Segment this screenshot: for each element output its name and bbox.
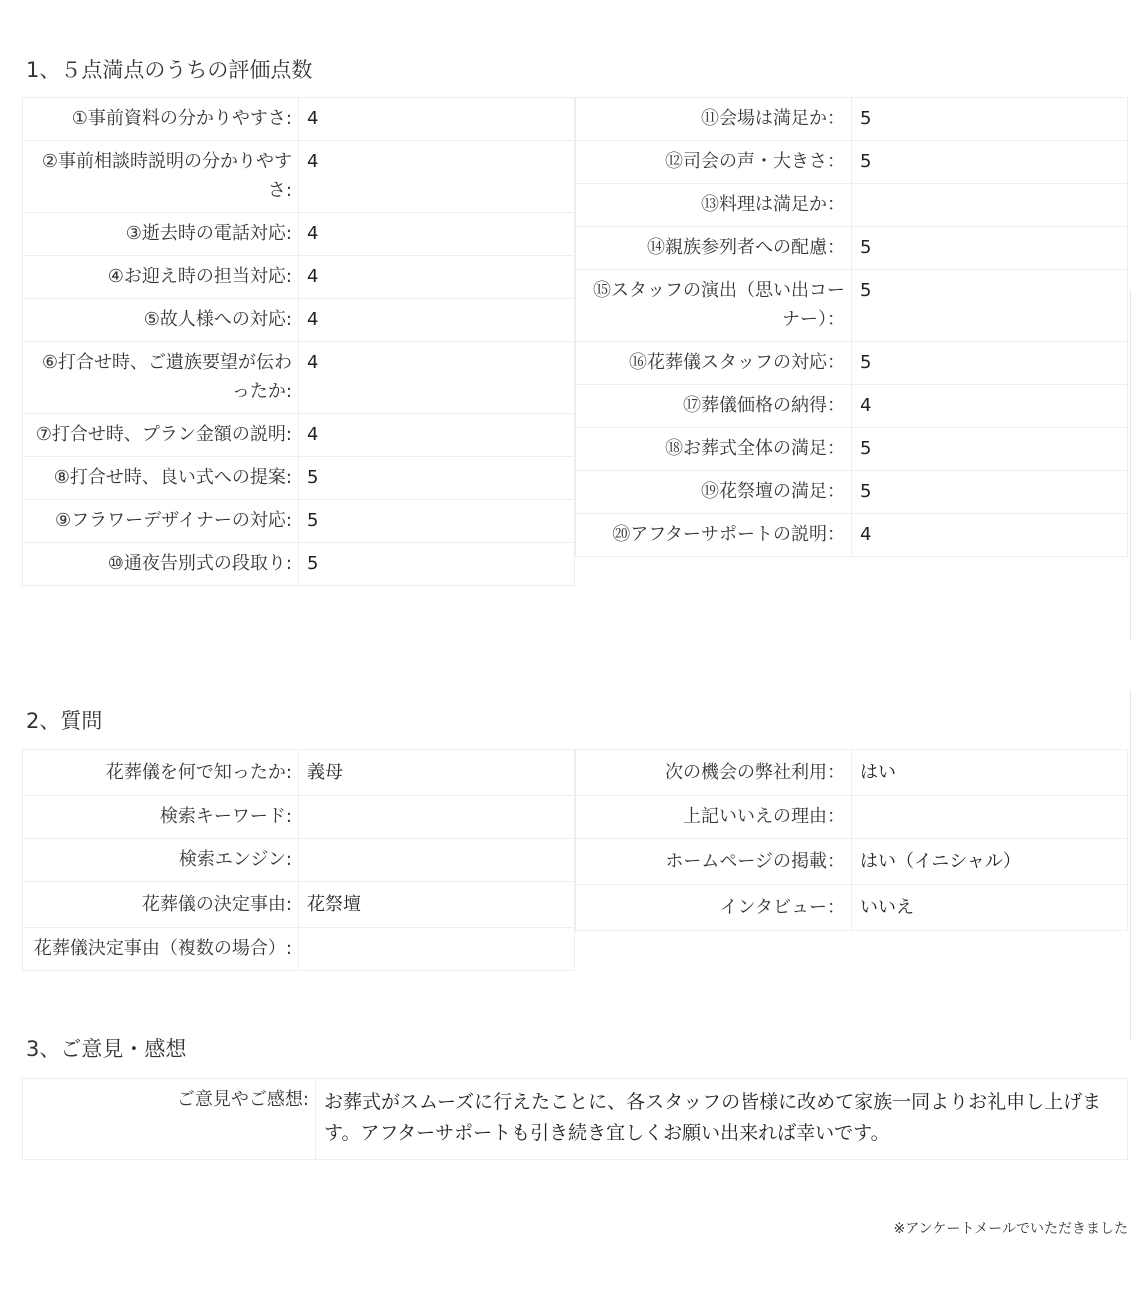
- rating-table-left: [22, 97, 575, 586]
- field-label: ホームページの掲載：: [576, 839, 852, 885]
- field-value: [852, 796, 1128, 839]
- table-row: [23, 839, 575, 882]
- field-label: ⑪会場は満足か：: [576, 98, 852, 141]
- table-row: [23, 299, 575, 342]
- table-row: [576, 227, 1128, 270]
- field-label: ⑨フラワーデザイナーの対応:: [23, 500, 299, 543]
- field-label: ⑩通夜告別式の段取り:: [23, 543, 299, 586]
- comment-table: [22, 1078, 1128, 1160]
- field-label: 花葬儀決定事由（複数の場合）:: [23, 928, 299, 971]
- table-row: [576, 514, 1128, 557]
- field-label: ⑥打合せ時、ご遺族要望が伝わったか:: [23, 342, 299, 414]
- table-row: [23, 457, 575, 500]
- field-value: 5: [852, 270, 1128, 342]
- table-row: [23, 256, 575, 299]
- field-label: ⑫司会の声・大きさ：: [576, 141, 852, 184]
- field-value: 5: [852, 342, 1128, 385]
- field-value: 4: [299, 256, 575, 299]
- field-label: ③逝去時の電話対応:: [23, 213, 299, 256]
- field-value: 4: [299, 342, 575, 414]
- field-label: 次の機会の弊社利用：: [576, 750, 852, 796]
- field-label: 上記いいえの理由：: [576, 796, 852, 839]
- field-label: ⑮スタッフの演出（思い出コーナー）：: [576, 270, 852, 342]
- section-2-title: 2、質問: [26, 709, 103, 733]
- field-value: [299, 839, 575, 882]
- table-row: [23, 414, 575, 457]
- field-value: 4: [299, 141, 575, 213]
- field-label: ⑬料理は満足か：: [576, 184, 852, 227]
- field-value: 4: [852, 385, 1128, 428]
- field-label: ④お迎え時の担当対応:: [23, 256, 299, 299]
- field-value: [299, 796, 575, 839]
- field-label: ⑲花祭壇の満足：: [576, 471, 852, 514]
- field-value: 5: [299, 500, 575, 543]
- question-table-left: [22, 749, 575, 971]
- field-label: ②事前相談時説明の分かりやすさ:: [23, 141, 299, 213]
- table-row: [23, 500, 575, 543]
- field-value: 5: [299, 543, 575, 586]
- table-row: [576, 839, 1128, 885]
- field-label: 花葬儀を何で知ったか:: [23, 750, 299, 796]
- field-value: 4: [299, 98, 575, 141]
- table-row: [576, 428, 1128, 471]
- section-3-title: 3、ご意見・感想: [26, 1037, 187, 1061]
- field-value: はい（イニシャル）: [852, 839, 1128, 885]
- field-value: 5: [852, 98, 1128, 141]
- field-label: ⑤故人様への対応:: [23, 299, 299, 342]
- field-label: ⑳アフターサポートの説明：: [576, 514, 852, 557]
- table-row: [23, 98, 575, 141]
- field-label: 検索エンジン:: [23, 839, 299, 882]
- page-edge-line: [1130, 290, 1131, 640]
- comment-value: お葬式がスムーズに行えたことに、各スタッフの皆様に改めて家族一同よりお礼申し上げます。アフターサポートも引き続き宜しくお願い出来れば幸いです。: [316, 1079, 1128, 1160]
- field-value: 4: [299, 414, 575, 457]
- table-row: [576, 184, 1128, 227]
- field-value: 5: [299, 457, 575, 500]
- field-value: [299, 928, 575, 971]
- table-row: [23, 882, 575, 928]
- table-row: [23, 543, 575, 586]
- table-row: [23, 141, 575, 213]
- question-table-right: [575, 749, 1128, 931]
- field-value: 4: [852, 514, 1128, 557]
- table-row: [576, 750, 1128, 796]
- table-row: [576, 98, 1128, 141]
- table-row: [23, 750, 575, 796]
- table-row: [23, 213, 575, 256]
- field-label: ⑰葬儀価格の納得：: [576, 385, 852, 428]
- table-row: [23, 1079, 1128, 1160]
- rating-table-right: [575, 97, 1128, 557]
- field-label: ⑭親族参列者への配慮：: [576, 227, 852, 270]
- table-row: [576, 796, 1128, 839]
- field-value: 5: [852, 471, 1128, 514]
- table-row: [23, 928, 575, 971]
- table-row: [23, 796, 575, 839]
- field-value: いいえ: [852, 885, 1128, 931]
- table-row: [576, 471, 1128, 514]
- field-label: 花葬儀の決定事由:: [23, 882, 299, 928]
- field-value: 4: [299, 299, 575, 342]
- field-value: 5: [852, 227, 1128, 270]
- field-label: ⑦打合せ時、プラン金額の説明:: [23, 414, 299, 457]
- table-row: [576, 385, 1128, 428]
- field-label: ⑧打合せ時、良い式への提案:: [23, 457, 299, 500]
- field-value: [852, 184, 1128, 227]
- field-label: ⑱お葬式全体の満足：: [576, 428, 852, 471]
- field-value: 5: [852, 141, 1128, 184]
- table-row: [576, 270, 1128, 342]
- field-label: ⑯花葬儀スタッフの対応：: [576, 342, 852, 385]
- field-value: 5: [852, 428, 1128, 471]
- field-value: 義母: [299, 750, 575, 796]
- field-value: はい: [852, 750, 1128, 796]
- table-row: [576, 141, 1128, 184]
- page-edge-line: [1130, 690, 1131, 1040]
- field-label: ①事前資料の分かりやすさ:: [23, 98, 299, 141]
- footnote: ※アンケートメールでいただきました: [893, 1221, 1128, 1237]
- field-value: 花祭壇: [299, 882, 575, 928]
- section-1-title: 1、５点満点のうちの評価点数: [26, 58, 313, 82]
- table-row: [576, 885, 1128, 931]
- field-label: 検索キーワード:: [23, 796, 299, 839]
- field-label: インタビュー：: [576, 885, 852, 931]
- table-row: [23, 342, 575, 414]
- table-row: [576, 342, 1128, 385]
- field-value: 4: [299, 213, 575, 256]
- comment-label: ご意見やご感想:: [23, 1079, 316, 1160]
